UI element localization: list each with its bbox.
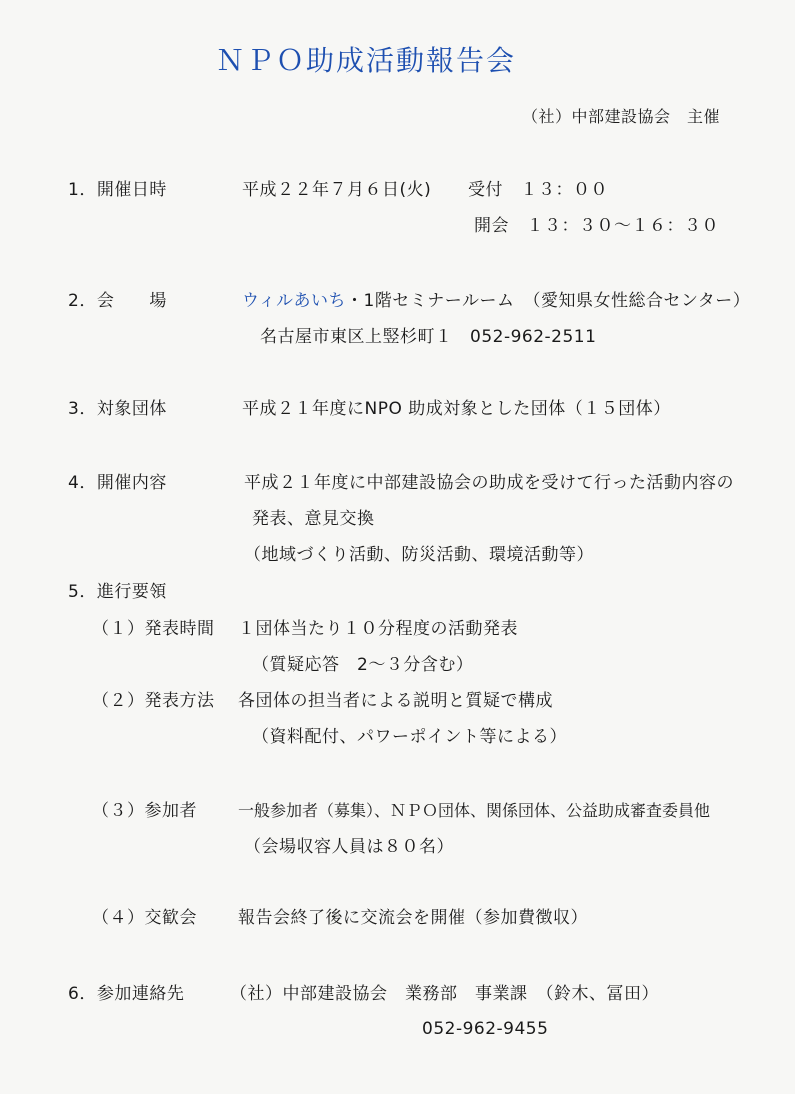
section-6-label: 6．参加連絡先 (68, 984, 185, 1004)
section-1-label: 1．開催日時 (68, 180, 167, 200)
target-groups: 平成２１年度にNPO 助成対象とした団体（１５団体） (242, 399, 671, 419)
section-5-label: 5．進行要領 (68, 582, 167, 602)
item-2-line-2: （資料配付、パワーポイント等による） (252, 727, 567, 747)
reception-time: 受付 １３：００ (468, 180, 608, 200)
item-3-line-1: 一般参加者（募集）、ＮＰＯ団体、関係団体、公益助成審査委員他 (238, 801, 711, 820)
item-3-line-2: （会場収容人員は８０名） (244, 837, 454, 857)
item-3-label: （３）参加者 (92, 801, 197, 821)
contact-phone: 052-962-9455 (422, 1019, 549, 1039)
section-4-label: 4．開催内容 (68, 473, 167, 493)
venue-line (242, 290, 750, 312)
item-2-label: （２）発表方法 (92, 691, 215, 711)
venue-room: ・1階セミナールーム （愛知県女性総合センター） (345, 291, 751, 311)
content-line-3: （地域づくり活動、防災活動、環境活動等） (244, 545, 594, 565)
venue-address: 名古屋市東区上竪杉町１ 052-962-2511 (260, 327, 597, 347)
item-4-label: （４）交歓会 (92, 908, 197, 928)
item-4-line-1: 報告会終了後に交流会を開催（参加費徴収） (238, 908, 588, 928)
opening-time: 開会 １３：３０〜１６：３０ (474, 216, 719, 236)
section-2-label: 2．会 場 (68, 291, 167, 311)
venue-name: ウィルあいち (242, 291, 346, 311)
organizer-line: （社）中部建設協会 主催 (522, 107, 721, 126)
item-1-line-1: １団体当たり１０分程度の活動発表 (238, 619, 518, 639)
content-line-1: 平成２１年度に中部建設協会の助成を受けて行った活動内容の (244, 473, 734, 493)
event-date: 平成２２年７月６日(火) (242, 180, 432, 200)
item-1-label: （１）発表時間 (92, 619, 215, 639)
item-1-line-2: （質疑応答 2〜３分含む） (252, 655, 474, 675)
content-line-2: 発表、意見交換 (252, 509, 375, 529)
section-3-label: 3．対象団体 (68, 399, 167, 419)
contact-line: （社）中部建設協会 業務部 事業課 （鈴木、冨田） (230, 984, 659, 1004)
page-title: ＮＰＯ助成活動報告会 (216, 44, 517, 77)
item-2-line-1: 各団体の担当者による説明と質疑で構成 (238, 691, 553, 711)
